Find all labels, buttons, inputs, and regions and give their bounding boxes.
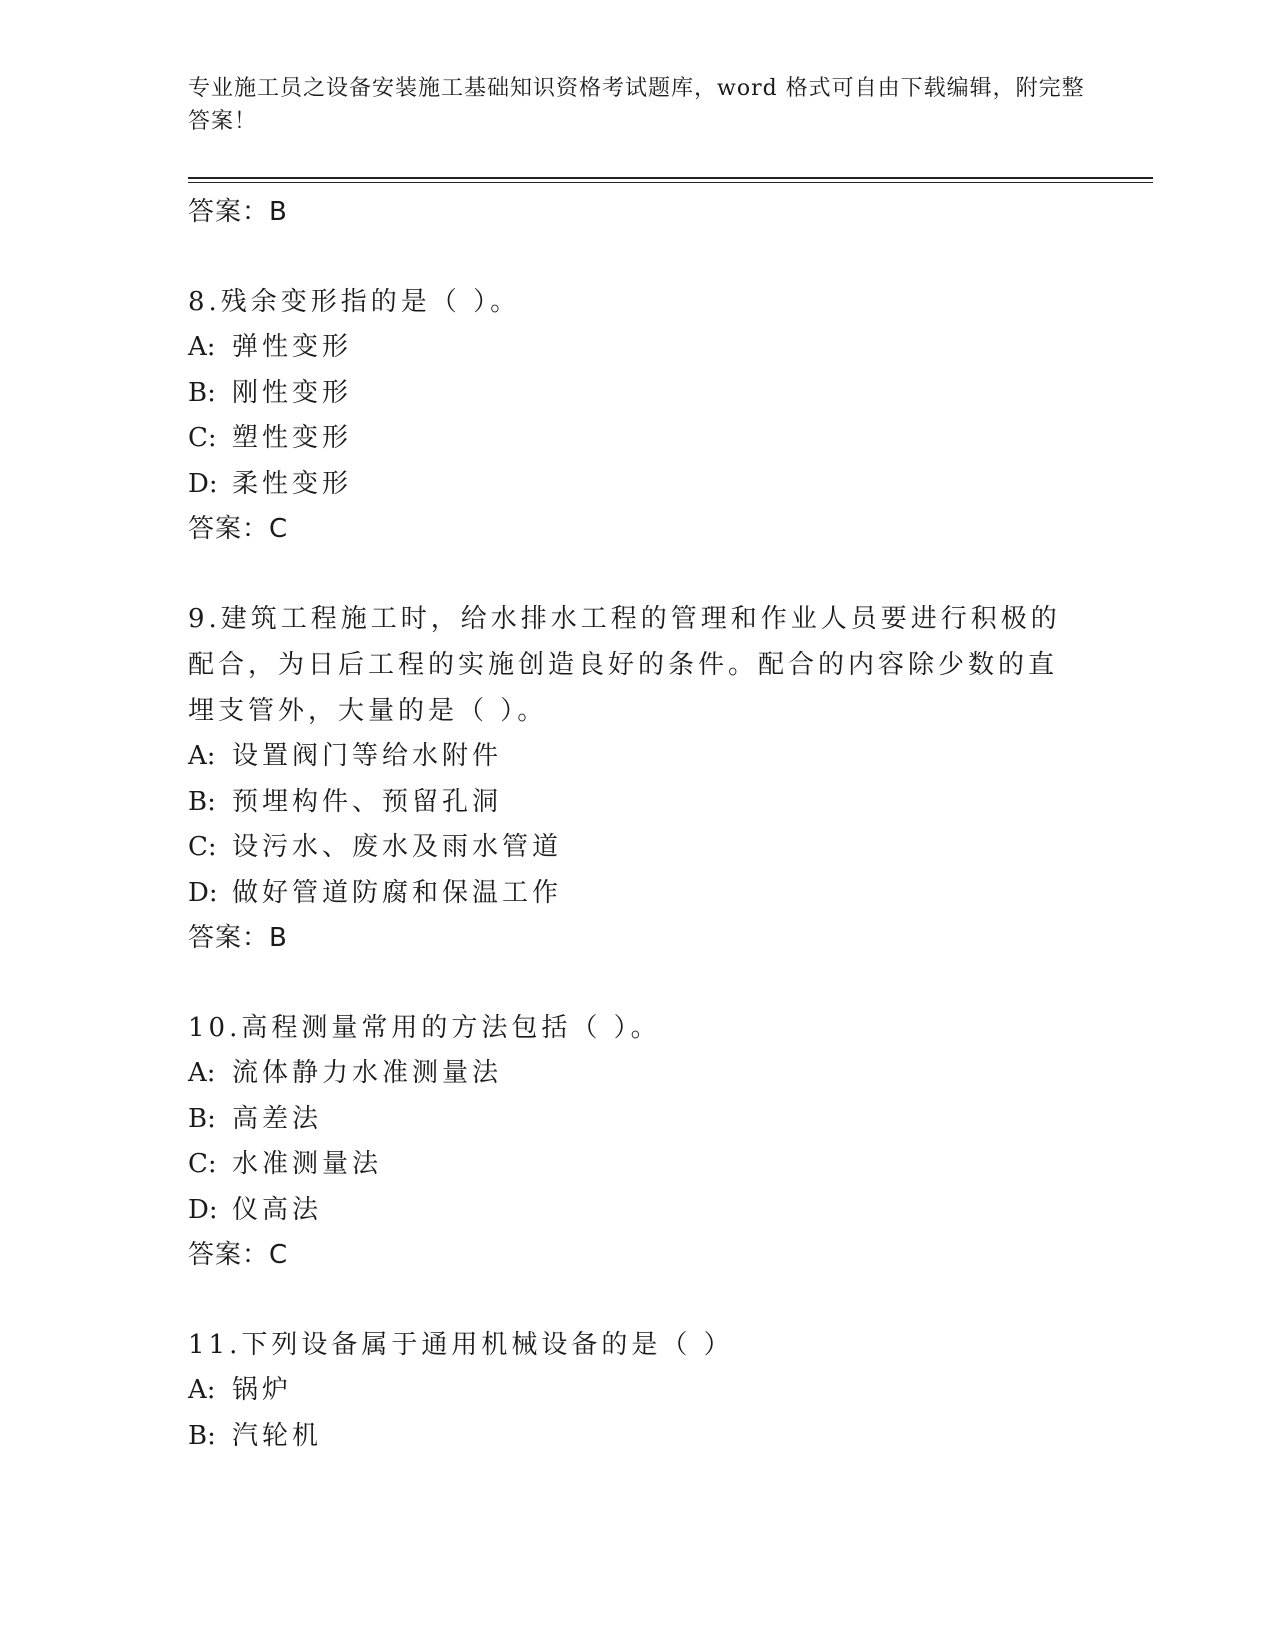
option-b	[188, 1414, 1068, 1460]
option-letter: C:	[188, 832, 217, 862]
option-letter: A:	[188, 741, 216, 771]
option-a	[188, 325, 1068, 371]
option-b	[188, 780, 1068, 826]
question-10	[188, 1005, 1068, 1278]
option-text: 塑性变形	[232, 423, 353, 453]
option-text: 高差法	[232, 1103, 323, 1134]
option-d	[188, 1188, 1068, 1234]
option-text: 流体静力水准测量法	[232, 1058, 503, 1088]
question-stem: 8.残余变形指的是（ ）。	[188, 287, 521, 317]
question-8	[188, 279, 1068, 552]
option-text: 刚性变形	[232, 377, 353, 408]
question-11	[188, 1322, 1068, 1459]
option-b	[188, 1097, 1068, 1143]
option-letter: B:	[188, 1420, 216, 1451]
answer-line: 答案：B	[188, 197, 288, 227]
answer-line: 答案：C	[188, 1240, 289, 1270]
option-text: 汽轮机	[232, 1420, 323, 1451]
option-text: 设污水、废水及雨水管道	[232, 832, 563, 862]
question-list	[188, 190, 1068, 1459]
option-d	[188, 462, 1068, 508]
option-text: 水准测量法	[232, 1149, 383, 1179]
option-text: 预埋构件、预留孔洞	[232, 786, 503, 817]
option-a	[188, 1051, 1068, 1097]
option-letter: B:	[188, 786, 216, 817]
option-a	[188, 734, 1068, 780]
option-letter: C:	[188, 1149, 217, 1179]
option-text: 设置阀门等给水附件	[232, 741, 503, 771]
option-b	[188, 371, 1068, 417]
option-letter: A:	[188, 332, 216, 362]
option-c	[188, 1142, 1068, 1188]
option-a	[188, 1368, 1068, 1414]
option-c	[188, 825, 1068, 871]
answer-line: 答案：C	[188, 514, 289, 544]
header-divider-thin	[188, 182, 1153, 183]
option-text: 仪高法	[232, 1194, 323, 1225]
answer-line: 答案：B	[188, 923, 288, 953]
question-9	[188, 596, 1068, 961]
question-stem: 9.建筑工程施工时，给水排水工程的管理和作业人员要进行积极的配合，为日后工程的实施创造良好的条件。配合的内容除少数的直埋支管外，大量的是（ ）。	[188, 604, 1061, 726]
option-text: 做好管道防腐和保温工作	[232, 877, 563, 908]
question-stem: 10.高程测量常用的方法包括（ ）。	[188, 1013, 661, 1043]
option-letter: D:	[188, 1194, 218, 1225]
header-divider-thick	[188, 177, 1153, 179]
document-header: 专业施工员之设备安装施工基础知识资格考试题库，word 格式可自由下载编辑，附完整答案！	[188, 76, 1085, 134]
option-text: 弹性变形	[232, 332, 353, 362]
option-c	[188, 416, 1068, 462]
question-stem: 11.下列设备属于通用机械设备的是（ ）	[188, 1330, 734, 1360]
option-text: 锅炉	[232, 1375, 293, 1405]
option-letter: A:	[188, 1058, 216, 1088]
option-letter: D:	[188, 468, 218, 499]
option-d	[188, 871, 1068, 917]
option-letter: A:	[188, 1375, 216, 1405]
option-text: 柔性变形	[232, 468, 353, 499]
option-letter: B:	[188, 1103, 216, 1134]
option-letter: D:	[188, 877, 218, 908]
option-letter: B:	[188, 377, 216, 408]
option-letter: C:	[188, 423, 217, 453]
